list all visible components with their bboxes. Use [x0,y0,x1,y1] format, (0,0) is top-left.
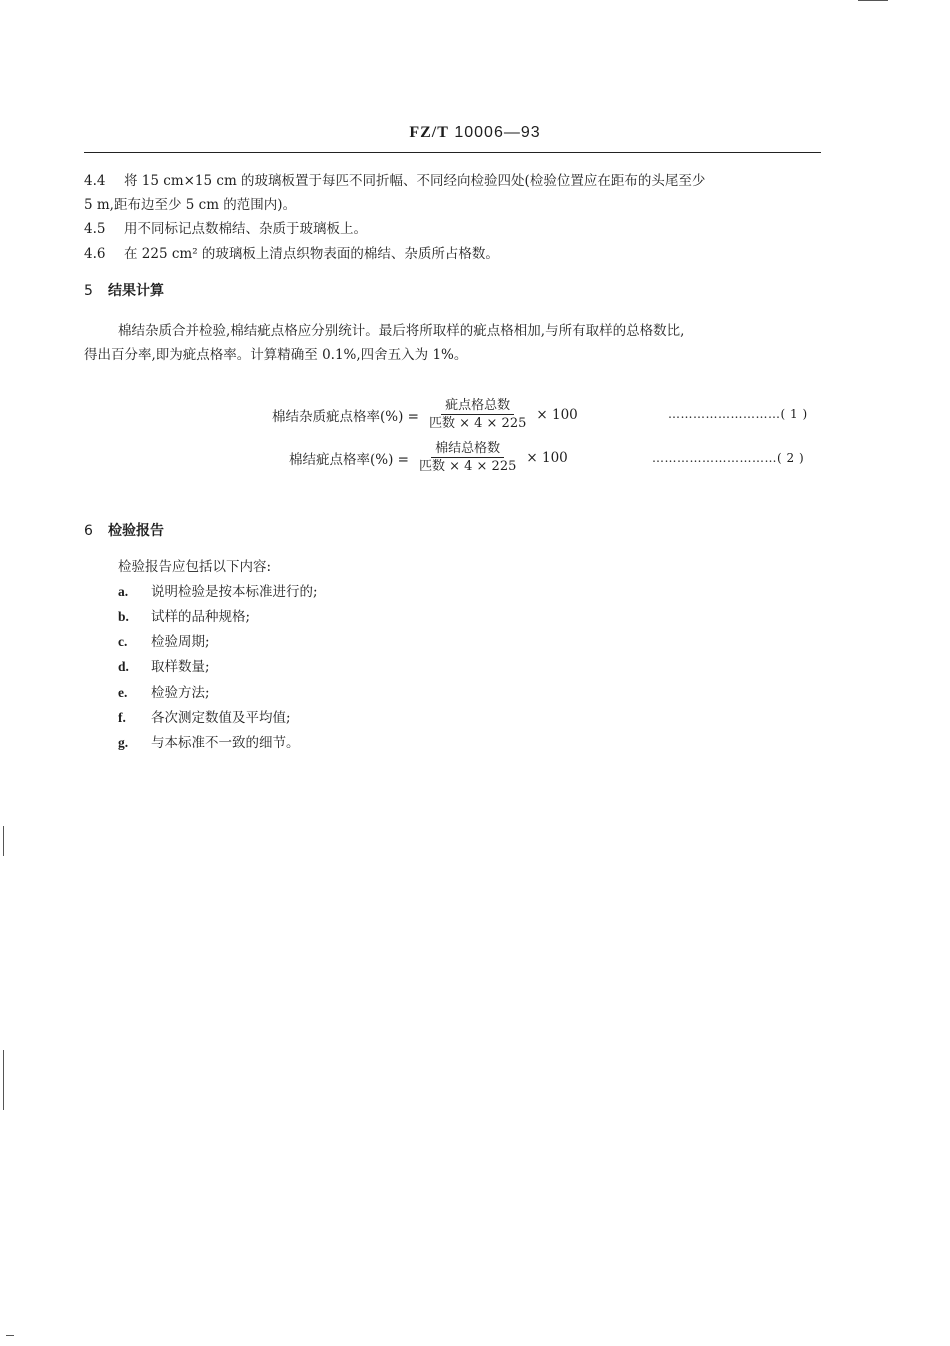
formula-numerator: 棉结总格数 [431,441,504,458]
scan-mark [3,1050,4,1110]
formula-denominator: 匹数 × 4 × 225 [428,416,527,431]
report-item-g [118,734,300,752]
formula-2-leader [652,451,804,465]
scan-mark [858,0,888,1]
section-title: 检验报告 [108,523,164,539]
formula-fraction [415,441,520,474]
clause-text: 5 m,距布边至少 5 cm 的范围内)。 [84,197,297,213]
report-item-c [118,633,210,651]
section-title: 结果计算 [108,283,164,299]
paragraph-text: 得出百分率,即为疵点格率。计算精确至 0.1%,四舍五入为 1%。 [84,347,468,363]
leader-dots: ………………………… [652,451,777,465]
formula-lhs: 棉结杂质疵点格率(%) = [272,408,419,425]
equation-number: ( 1 ) [780,407,808,421]
item-text: 说明检验是按本标准进行的; [151,584,318,600]
leader-dots: ……………………… [668,407,781,421]
item-letter: b. [118,609,129,624]
item-text: 各次测定数值及平均值; [151,710,291,726]
report-item-e [118,684,210,702]
clause-4-6 [84,245,499,263]
item-letter: e. [118,685,128,700]
equation-number: ( 2 ) [777,451,805,465]
item-text: 检验方法; [151,685,210,701]
report-item-f [118,709,291,727]
header-rule [84,152,821,153]
section-number: 5 [84,283,93,299]
standard-code-header [0,124,950,142]
paragraph-text: 棉结杂质合并检验,棉结疵点格应分别统计。最后将所取样的疵点格相加,与所有取样的总格数比, [118,323,685,339]
section-5-heading [84,282,164,300]
clause-text: 用不同标记点数棉结、杂质于玻璃板上。 [124,221,367,237]
formula-2 [289,441,568,474]
item-text: 取样数量; [151,659,210,675]
report-item-d [118,658,210,676]
formula-lhs: 棉结疵点格率(%) = [289,451,409,468]
paragraph-text: 检验报告应包括以下内容: [118,559,272,575]
standard-code-prefix: FZ/T [409,124,449,141]
item-letter: f. [118,710,126,725]
item-letter: a. [118,584,129,599]
clause-number: 4.6 [84,246,106,262]
section-6-heading [84,522,164,540]
formula-factor: × 100 [536,406,578,423]
clause-number: 4.5 [84,221,106,237]
formula-denominator: 匹数 × 4 × 225 [418,459,517,474]
formula-1 [272,398,578,431]
scan-mark [3,826,4,856]
item-text: 检验周期; [151,634,210,650]
standard-code-number: 10006—93 [454,124,541,141]
item-letter: c. [118,634,128,649]
clause-4-5 [84,220,367,238]
clause-4-4-continued [84,196,296,214]
section-number: 6 [84,523,93,539]
item-text: 试样的品种规格; [151,609,251,625]
formula-fraction [425,398,530,431]
report-item-b [118,608,250,626]
item-text: 与本标准不一致的细节。 [151,735,300,751]
section-5-paragraph-line-1 [118,322,684,340]
clause-text: 在 225 cm² 的玻璃板上清点织物表面的棉结、杂质所占格数。 [124,246,499,262]
formula-1-leader [668,407,808,421]
scan-mark [6,1335,14,1336]
formula-numerator: 疵点格总数 [441,398,514,415]
formula-factor: × 100 [526,449,568,466]
item-letter: g. [118,735,129,750]
section-5-paragraph-line-2 [84,346,467,364]
clause-number: 4.4 [84,173,106,189]
clause-text: 将 15 cm×15 cm 的玻璃板置于每匹不同折幅、不同经向检验四处(检验位置应在距布的头尾至少 [124,173,706,189]
item-letter: d. [118,659,129,674]
section-6-intro [118,558,271,576]
report-item-a [118,583,318,601]
clause-4-4 [84,172,705,190]
